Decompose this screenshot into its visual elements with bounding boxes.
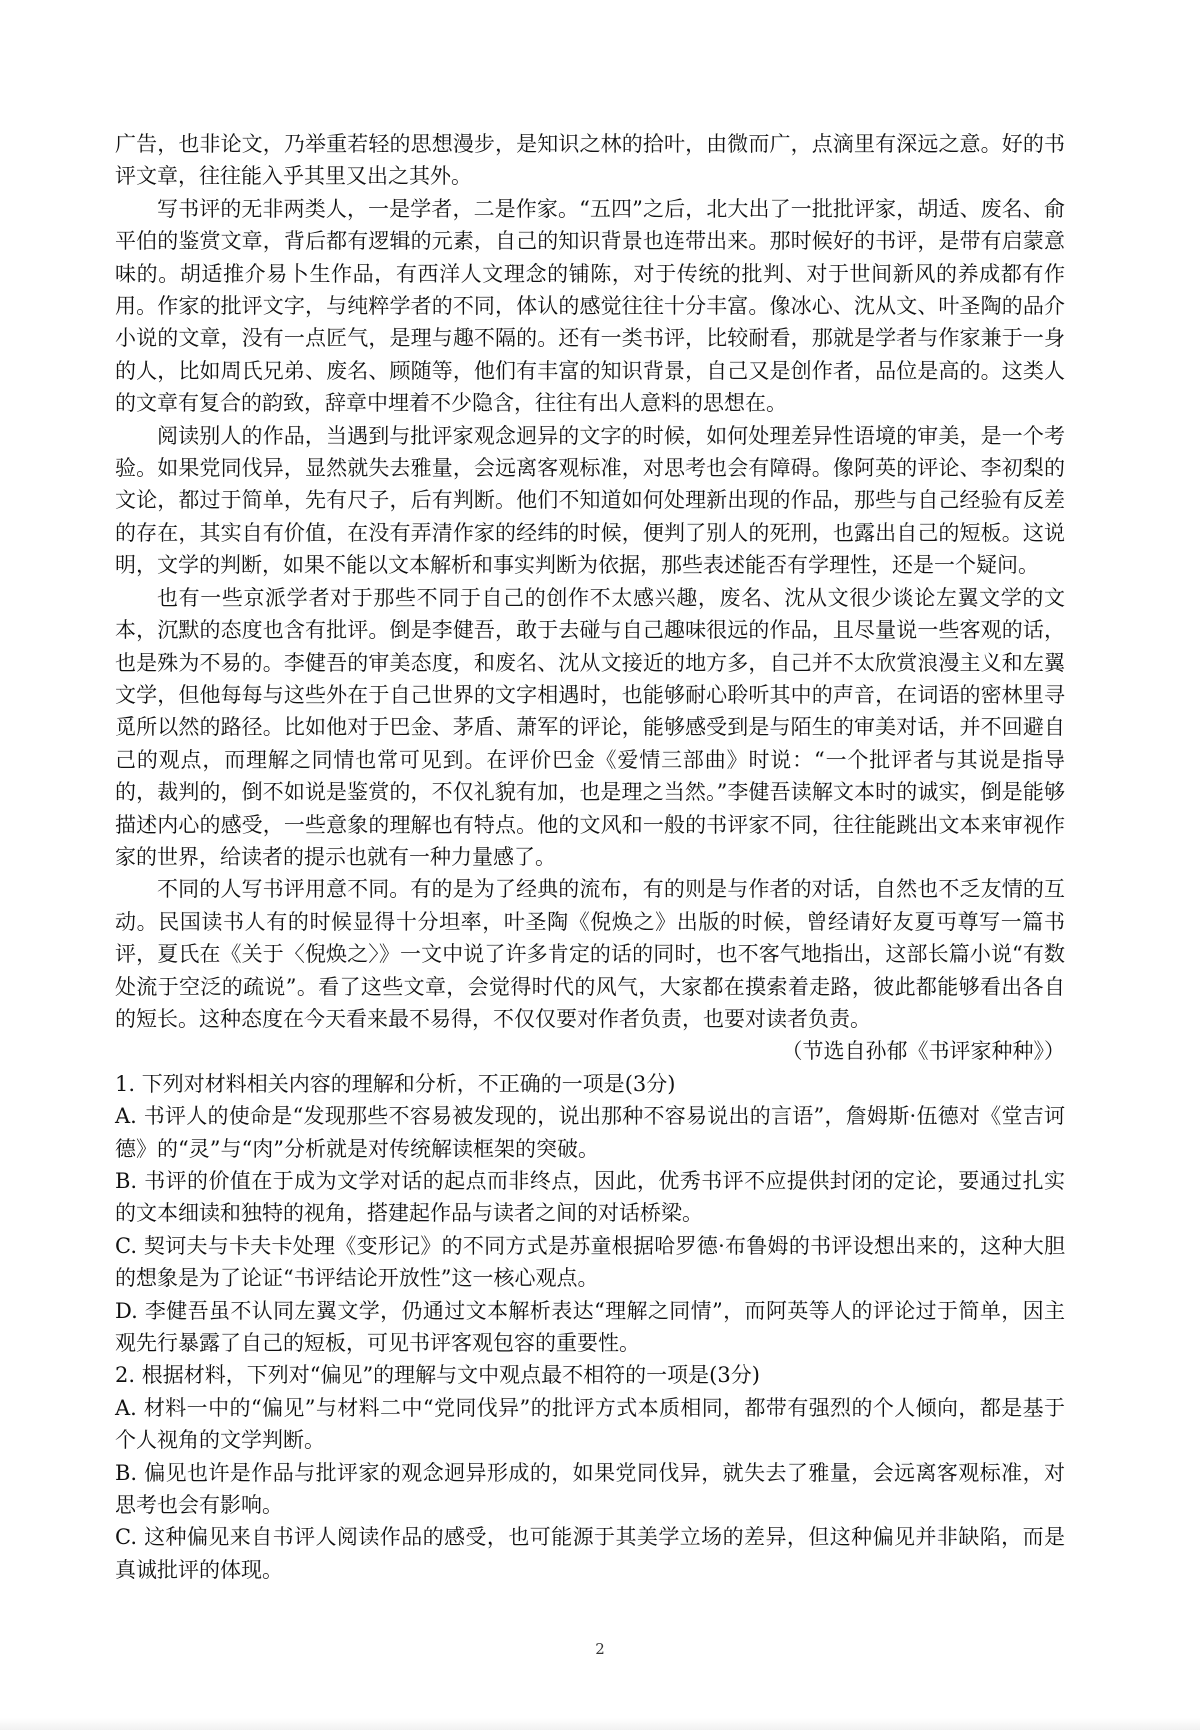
question-2-stem: 2. 根据材料，下列对“偏见”的理解与文中观点最不相符的一项是(3分) bbox=[115, 1363, 760, 1388]
paragraph-continuation: 广告，也非论文，乃举重若轻的思想漫步，是知识之林的拾叶，由微而广，点滴里有深远之意。好的书评文章，往往能入乎其里又出之其外。 bbox=[115, 132, 1065, 189]
paragraph-li-jianwu: 也有一些京派学者对于那些不同于自己的创作不太感兴趣，废名、沈从文很少谈论左翼文学的文本，沉默的态度也含有批评。倒是李健吾，敢于去碰与自己趣味很远的作品，且尽量说一些客观的话，也是殊为不易的。李健吾的审美态度，和废名、沈从文接近的地方多，自己并不太欣赏浪漫主义和左翼文学，但他每每与这些外在于自己世界的文字相遇时，也能够耐心聆听其中的声音，在词语的密林里寻觅所以然的路径。比如他对于巴金、茅盾、萧军的评论，能够感受到是与陌生的审美对话，并不回避自己的观点，而理解之同情也常可见到。在评价巴金《爱情三部曲》时说：“一个批评者与其说是指导的，裁判的，倒不如说是鉴赏的，不仅礼貌有加，也是理之当然。”李健吾读解文本时的诚实，倒是能够描述内心的感受，一些意象的理解也有特点。他的文风和一般的书评家不同，往往能跳出文本来审视作家的世界，给读者的提示也就有一种力量感了。 bbox=[115, 585, 1065, 869]
question-1 bbox=[115, 1068, 1065, 1360]
question-2-option-c: C. 这种偏见来自书评人阅读作品的感受，也可能源于其美学立场的差异，但这种偏见并非缺陷，而是真诚批评的体现。 bbox=[115, 1525, 1065, 1582]
paragraph-two-types-of-reviewers: 写书评的无非两类人，一是学者，二是作家。“五四”之后，北大出了一批批评家，胡适、废名、俞平伯的鉴赏文章，背后都有逻辑的元素，自己的知识背景也连带出来。那时候好的书评，是带有启蒙意味的。胡适推介易卜生作品，有西洋人文理念的铺陈，对于传统的批判、对于世间新风的养成都有作用。作家的批评文字，与纯粹学者的不同，体认的感觉往往十分丰富。像冰心、沈从文、叶圣陶的品介小说的文章，没有一点匠气，是理与趣不隔的。还有一类书评，比较耐看，那就是学者与作家兼于一身的人，比如周氏兄弟、废名、顾随等，他们有丰富的知识背景，自己又是创作者，品位是高的。这类人的文章有复合的韵致，辞章中埋着不少隐含，往往有出人意料的思想在。 bbox=[115, 196, 1065, 416]
question-1-option-c: C. 契诃夫与卡夫卡处理《变形记》的不同方式是苏童根据哈罗德·布鲁姆的书评设想出来的，这种大胆的想象是为了论证“书评结论开放性”这一核心观点。 bbox=[115, 1233, 1065, 1291]
question-2-option-a: A. 材料一中的“偏见”与材料二中“党同伐异”的批评方式本质相同，都带有强烈的个人倾向，都是基于个人视角的文学判断。 bbox=[115, 1395, 1065, 1453]
question-1-stem: 1. 下列对材料相关内容的理解和分析，不正确的一项是(3分) bbox=[115, 1071, 676, 1096]
question-2 bbox=[115, 1359, 1065, 1586]
page-number: 2 bbox=[595, 1640, 605, 1658]
paragraph-different-contexts: 阅读别人的作品，当遇到与批评家观念迥异的文字的时候，如何处理差异性语境的审美，是一个考验。如果党同伐异，显然就失去雅量，会远离客观标准，对思考也会有障碍。像阿英的评论、李初梨的文论，都过于简单，先有尺子，后有判断。他们不知道如何处理新出现的作品，那些与自己经验有反差的存在，其实自有价值，在没有弄清作家的经纬的时候，便判了别人的死刑，也露出自己的短板。这说明，文学的判断，如果不能以文本解析和事实判断为依据，那些表述能否有学理性，还是一个疑问。 bbox=[115, 423, 1065, 578]
question-1-option-b: B. 书评的价值在于成为文学对话的起点而非终点，因此，优秀书评不应提供封闭的定论，要通过扎实的文本细读和独特的视角，搭建起作品与读者之间的对话桥梁。 bbox=[115, 1169, 1065, 1226]
page-content bbox=[115, 128, 1065, 1586]
question-1-option-d: D. 李健吾虽不认同左翼文学，仍通过文本解析表达“理解之同情”，而阿英等人的评论过于简单，因主观先行暴露了自己的短板，可见书评客观包容的重要性。 bbox=[115, 1298, 1065, 1356]
question-1-option-a: A. 书评人的使命是“发现那些不容易被发现的，说出那种不容易说出的言语”，詹姆斯·伍德对《堂吉诃德》的“灵”与“肉”分析就是对传统解读框架的突破。 bbox=[115, 1104, 1065, 1161]
scan-edge-shadow bbox=[0, 1718, 1200, 1730]
paragraph-different-purposes: 不同的人写书评用意不同。有的是为了经典的流布，有的则是与作者的对话，自然也不乏友情的互动。民国读书人有的时候显得十分坦率，叶圣陶《倪焕之》出版的时候，曾经请好友夏丏尊写一篇书评，夏氏在《关于〈倪焕之〉》一文中说了许多肯定的话的同时，也不客气地指出，这部长篇小说“有数处流于空泛的疏说”。看了这些文章，会觉得时代的风气，大家都在摸索着走路，彼此都能够看出各自的短长。这种态度在今天看来最不易得，不仅仅要对作者负责，也要对读者负责。 bbox=[115, 877, 1065, 1031]
question-2-option-b: B. 偏见也许是作品与批评家的观念迥异形成的，如果党同伐异，就失去了雅量，会远离客观标准，对思考也会有影响。 bbox=[115, 1460, 1065, 1518]
source-citation: （节选自孙郁《书评家种种》） bbox=[781, 1039, 1065, 1064]
